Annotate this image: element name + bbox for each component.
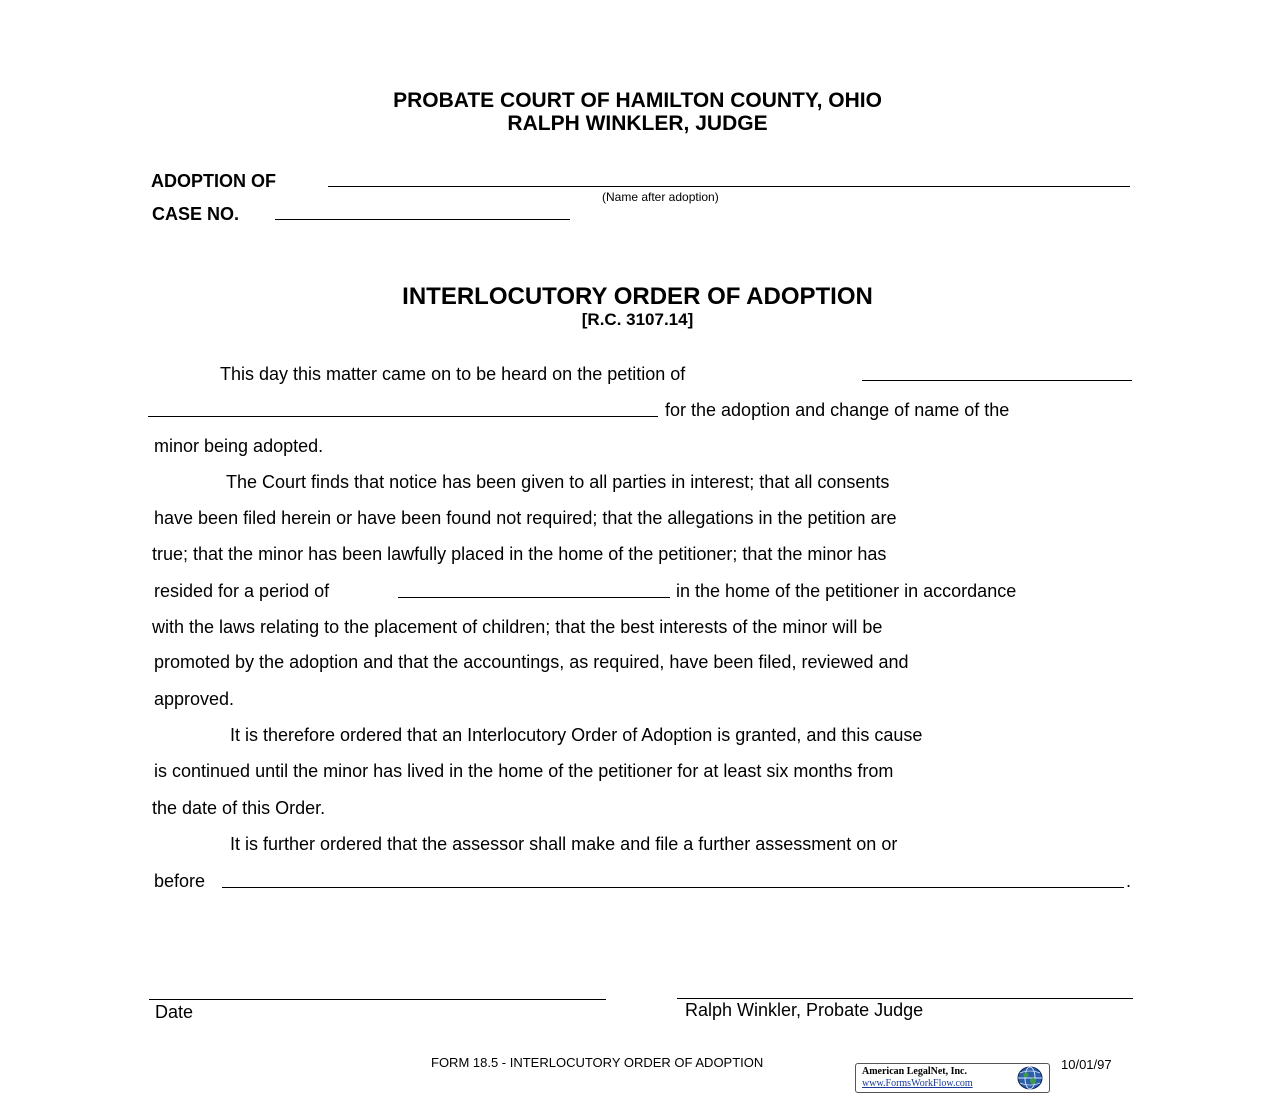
american-legalnet-logo[interactable] bbox=[855, 1063, 1050, 1093]
assessment-date-field[interactable] bbox=[222, 887, 1124, 888]
findings-line-4a: resided for a period of bbox=[154, 581, 330, 601]
date-label: Date bbox=[155, 1002, 194, 1022]
judge-signature-label: Ralph Winkler, Probate Judge bbox=[685, 1000, 924, 1020]
name-after-adoption-hint: (Name after adoption) bbox=[602, 190, 719, 204]
order-line-3: the date of this Order. bbox=[152, 798, 326, 818]
order-line-2: is continued until the minor has lived in the home of the petitioner for at least six months from bbox=[154, 761, 894, 781]
findings-line-7: approved. bbox=[154, 689, 235, 709]
assessment-before-label: before bbox=[154, 871, 206, 891]
form-date: 10/01/97 bbox=[1061, 1057, 1112, 1072]
adoption-name-field[interactable] bbox=[328, 186, 1130, 187]
petition-intro-text: This day this matter came on to be heard on the petition of bbox=[220, 364, 686, 384]
minor-text: minor being adopted. bbox=[154, 436, 324, 456]
case-no-field[interactable] bbox=[275, 219, 570, 220]
findings-line-2: have been filed herein or have been found not required; that the allegations in the petition are bbox=[154, 508, 897, 528]
logo-company-name: American LegalNet, Inc. bbox=[862, 1066, 967, 1077]
logo-url-link[interactable]: www.FormsWorkFlow.com bbox=[862, 1078, 973, 1089]
adoption-of-label: ADOPTION OF bbox=[151, 171, 276, 191]
date-signature-line[interactable] bbox=[149, 999, 606, 1000]
court-name: PROBATE COURT OF HAMILTON COUNTY, OHIO bbox=[393, 89, 882, 112]
findings-line-4b: in the home of the petitioner in accordance bbox=[676, 581, 1017, 601]
globe-icon bbox=[1015, 1065, 1045, 1091]
petitioner-name-field-2[interactable] bbox=[148, 416, 658, 417]
petitioner-name-field-1[interactable] bbox=[862, 380, 1132, 381]
order-line-1: It is therefore ordered that an Interlocutory Order of Adoption is granted, and this cause bbox=[230, 725, 923, 745]
form-number: FORM 18.5 - INTERLOCUTORY ORDER OF ADOPTION bbox=[431, 1055, 764, 1070]
findings-line-6: promoted by the adoption and that the accountings, as required, have been filed, reviewed and bbox=[154, 652, 909, 672]
document-title: INTERLOCUTORY ORDER OF ADOPTION bbox=[402, 283, 873, 310]
findings-line-3: true; that the minor has been lawfully placed in the home of the petitioner; that the minor has bbox=[152, 544, 887, 564]
judge-name: RALPH WINKLER, JUDGE bbox=[507, 112, 768, 135]
statute-reference: [R.C. 3107.14] bbox=[581, 310, 694, 329]
residence-period-field[interactable] bbox=[398, 597, 670, 598]
judge-signature-line[interactable] bbox=[677, 998, 1133, 999]
findings-line-1: The Court finds that notice has been given to all parties in interest; that all consents bbox=[226, 472, 890, 492]
adoption-purpose-text: for the adoption and change of name of the bbox=[665, 400, 1010, 420]
findings-line-5: with the laws relating to the placement of children; that the best interests of the minor will be bbox=[152, 617, 883, 637]
assessment-line-1: It is further ordered that the assessor shall make and file a further assessment on or bbox=[230, 834, 898, 854]
assessment-period: . bbox=[1126, 871, 1132, 891]
case-no-label: CASE NO. bbox=[152, 204, 240, 224]
